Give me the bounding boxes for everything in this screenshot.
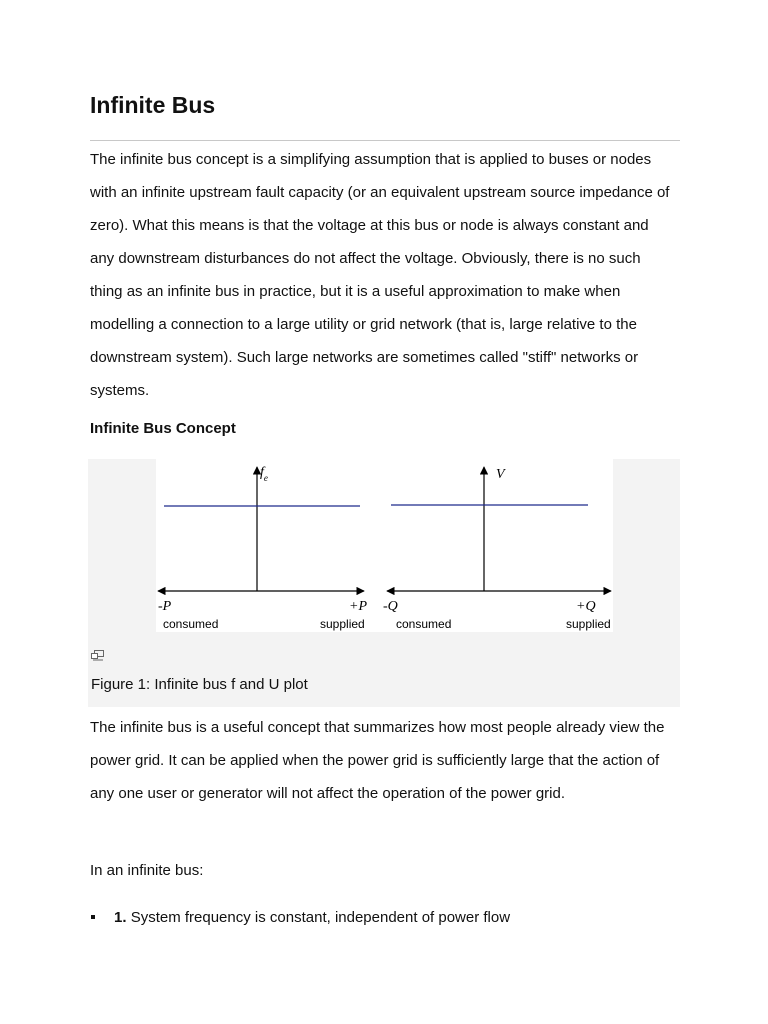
- plot-voltage-x-right-label: +Q: [576, 599, 596, 614]
- plot-frequency-x-left-label: -P: [158, 599, 172, 614]
- body-paragraph-2: The infinite bus is a useful concept that summarizes how most people already view the power grid. It can be applied when the power grid is sufficiently large that the action of any one user or generator will not affect the operation of the power grid.: [90, 719, 665, 802]
- list-item-text: System frequency is constant, independent of power flow: [130, 909, 511, 926]
- page-title: Infinite Bus: [90, 92, 216, 118]
- plot-frequency-x-right-label: +P: [349, 599, 367, 614]
- bullet-list: [90, 903, 510, 933]
- plot-voltage-right-caption: supplied: [566, 617, 611, 631]
- plot-frequency-y-label: $f_e$: [260, 465, 268, 483]
- intro-paragraph: The infinite bus concept is a simplifying assumption that is applied to buses or nodes with an infinite upstream fault capacity (or an equivalent upstream source impedance of zero). What this means is that the voltage at this bus or node is always constant and any downstream disturbances do not affect the voltage. Obviously, there is no such thing as an infinite bus in practice, but it is a useful approximation to make when modelling a connection to a large utility or grid network (that is, large relative to the downstream system). Such large networks are sometimes called "stiff" networks or systems.: [90, 151, 670, 399]
- plot-voltage-x-left-label: -Q: [383, 599, 398, 614]
- section-heading: Infinite Bus Concept: [90, 420, 236, 437]
- figure-caption: Figure 1: Infinite bus f and U plot: [91, 676, 308, 693]
- figure-container: [88, 459, 680, 707]
- title-divider: [90, 140, 680, 141]
- list-item: [90, 903, 510, 933]
- plot-voltage: [383, 467, 611, 631]
- bullet-icon: [91, 915, 95, 919]
- plot-voltage-left-caption: consumed: [396, 617, 452, 631]
- plot-voltage-y-label: V: [496, 467, 505, 482]
- plot-frequency-left-caption: consumed: [163, 617, 219, 631]
- list-item-number: 1.: [114, 909, 127, 926]
- plot-frequency: [158, 465, 367, 631]
- figure-image: [156, 459, 613, 632]
- plot-frequency-right-caption: supplied: [320, 617, 365, 631]
- body-paragraph-3: In an infinite bus:: [90, 862, 204, 879]
- image-placeholder-icon: [91, 649, 105, 661]
